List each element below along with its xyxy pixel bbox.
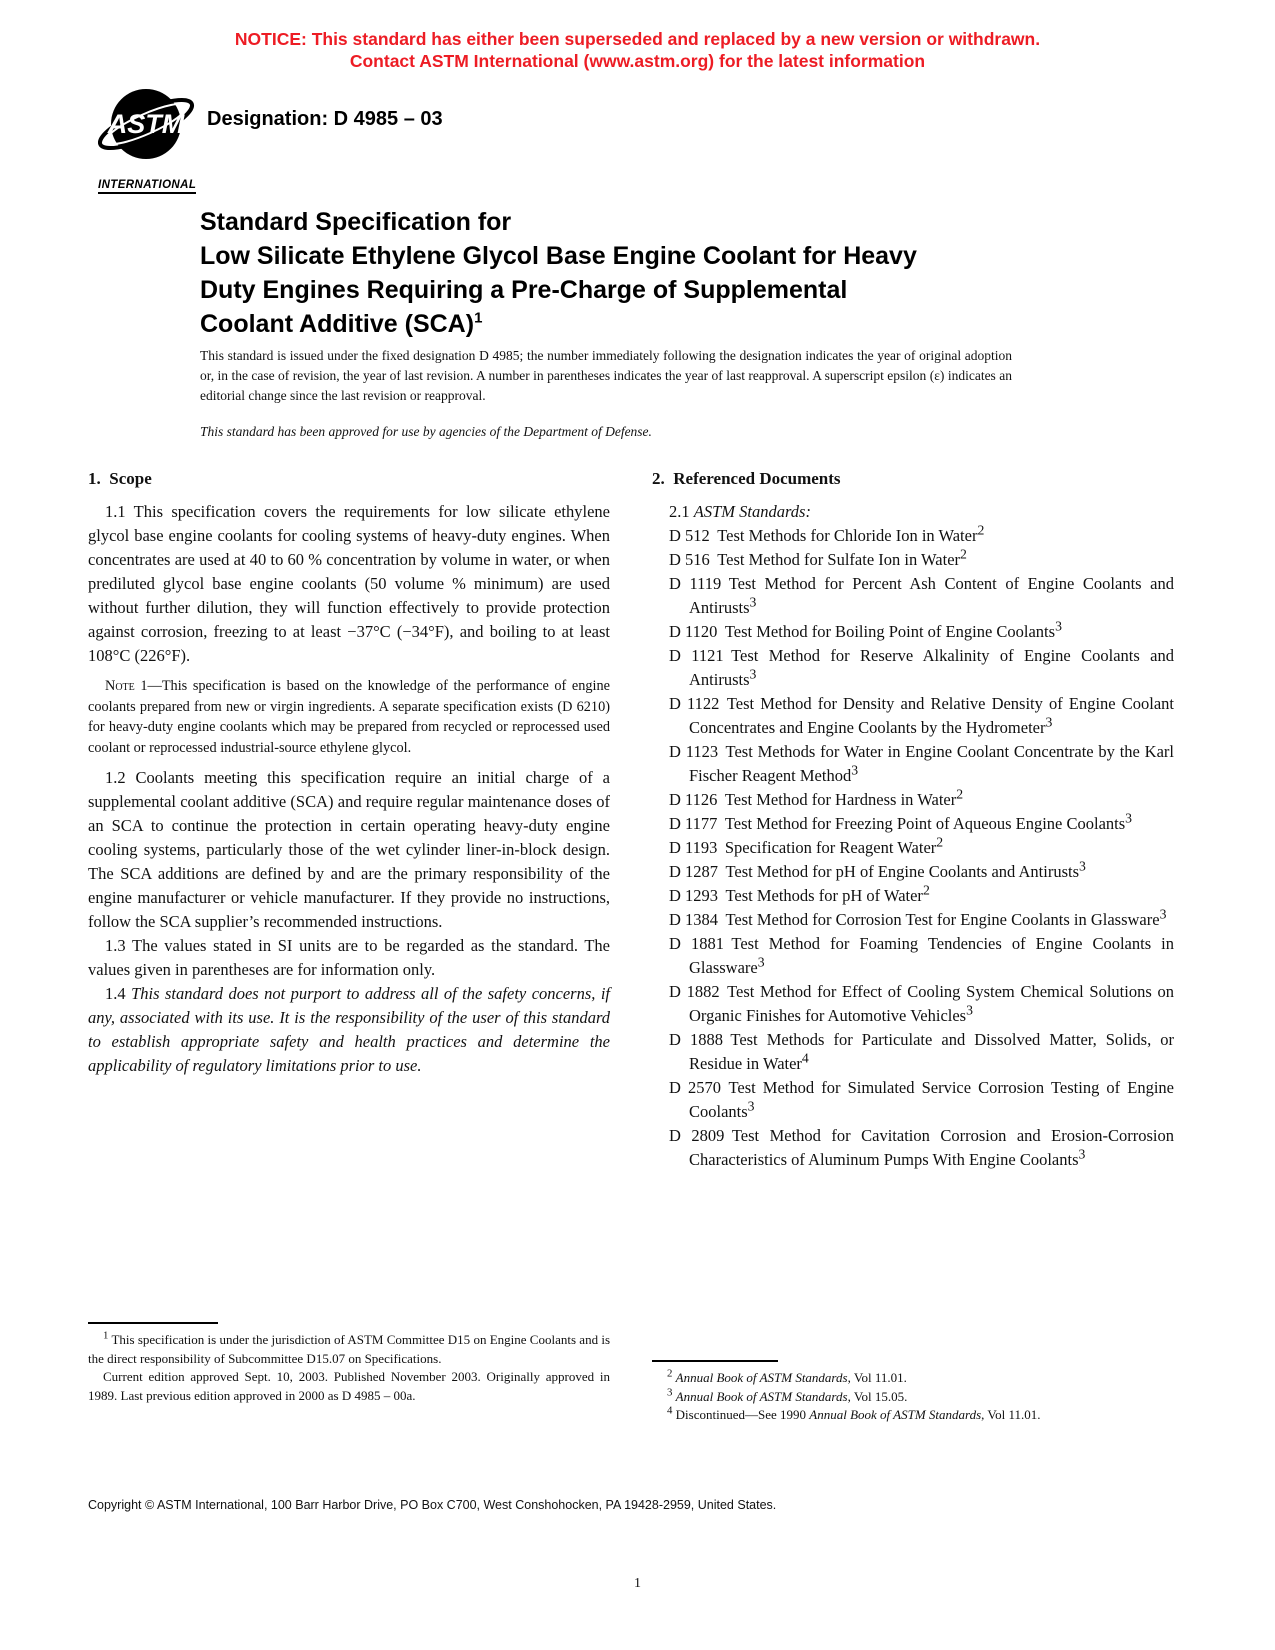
designation-label: Designation: D 4985 – 03 bbox=[207, 108, 443, 130]
title-line-4: Coolant Additive (SCA)$^1$ bbox=[200, 309, 483, 338]
reference-designation: D 1384 bbox=[669, 910, 719, 929]
reference-footnote-ref: 3 bbox=[757, 954, 765, 970]
astm-standards-subheading: 2.1 ASTM Standards: bbox=[669, 502, 811, 521]
scope-note-1 bbox=[88, 676, 610, 758]
footnote-1-paragraph-2: Current edition approved Sept. 10, 2003. Published November 2003. Originally approved in 1989. Last previous edition approved in 2000 as D 4985 – 00a. bbox=[88, 1369, 610, 1403]
reference-title: Test Method for pH of Engine Coolants and Antirusts bbox=[725, 862, 1080, 881]
footnote-3: $^3$ Annual Book of ASTM Standards, Vol 15.05. bbox=[667, 1386, 908, 1404]
reference-item bbox=[652, 740, 1174, 788]
reference-title: Test Method for Simulated Service Corrosion Testing of Engine Coolants bbox=[689, 1078, 1175, 1121]
reference-designation: D 1119 bbox=[669, 574, 722, 593]
reference-item bbox=[652, 1124, 1174, 1172]
reference-item bbox=[652, 572, 1174, 620]
reference-item bbox=[652, 548, 1174, 572]
reference-footnote-ref: 3 bbox=[966, 1002, 973, 1018]
footnote-rule-right bbox=[652, 1360, 778, 1362]
reference-title: Test Methods for pH of Water bbox=[725, 886, 923, 905]
reference-footnote-ref: 3 bbox=[1078, 1146, 1086, 1162]
title-line-3: Duty Engines Requiring a Pre-Charge of Supplemental bbox=[200, 276, 848, 304]
footnote-1 bbox=[88, 1331, 610, 1405]
page-number: 1 bbox=[634, 1576, 641, 1591]
footnote-ref: 2 bbox=[667, 1367, 673, 1380]
reference-item bbox=[652, 932, 1174, 980]
scope-section bbox=[88, 468, 610, 1078]
astm-logo-subtitle: INTERNATIONAL bbox=[98, 179, 196, 194]
copyright-line: Copyright © ASTM International, 100 Barr Harbor Drive, PO Box C700, West Conshohocken, PA 19428-2959, United States. bbox=[88, 1498, 777, 1512]
reference-title: Test Method for Density and Relative Density of Engine Coolant Concentrates and Engine Coolants by the Hydrometer bbox=[689, 694, 1174, 737]
reference-footnote-ref: 2 bbox=[977, 522, 985, 538]
scope-paragraph-1-4 bbox=[88, 982, 610, 1078]
footnote-ref: 3 bbox=[667, 1386, 673, 1399]
reference-item bbox=[652, 644, 1174, 692]
scope-paragraph-1-2: 1.2 Coolants meeting this specification require an initial charge of a supplemental coolant additive (SCA) and require regular maintenance doses of an SCA to continue the protection in certain operating heavy-duty engine cooling systems, particularly those of the wet cylinder liner-in-block design. The SCA additions are defined by and are the primary responsibility of the engine manufacturer or vehicle manufacturer. If they provide no instructions, follow the SCA supplier’s recommended instructions. bbox=[88, 768, 610, 931]
reference-item bbox=[652, 1028, 1174, 1076]
notice-line-2: Contact ASTM International (www.astm.org) for the latest information bbox=[349, 51, 926, 71]
reference-title: Test Method for Corrosion Test for Engine Coolants in Glassware bbox=[725, 910, 1160, 929]
reference-footnote-ref: 3 bbox=[1159, 906, 1167, 922]
reference-footnote-ref: 3 bbox=[749, 666, 757, 682]
reference-item bbox=[652, 836, 1174, 860]
reference-item bbox=[652, 908, 1174, 932]
astm-logo bbox=[98, 86, 208, 194]
reference-title: Specification for Reagent Water bbox=[724, 838, 937, 857]
reference-designation: D 1881 bbox=[669, 934, 724, 953]
reference-footnote-ref: 3 bbox=[747, 1098, 755, 1114]
title-line-2: Low Silicate Ethylene Glycol Base Engine Coolant for Heavy bbox=[200, 242, 917, 270]
reference-item bbox=[652, 692, 1174, 740]
reference-footnote-ref: 4 bbox=[801, 1050, 809, 1066]
reference-item bbox=[652, 884, 1174, 908]
reference-item bbox=[652, 788, 1174, 812]
standard-title bbox=[200, 205, 1040, 341]
reference-designation: D 1882 bbox=[669, 982, 720, 1001]
reference-title: Test Method for Reserve Alkalinity of Engine Coolants and Antirusts bbox=[689, 646, 1174, 689]
title-line-1: Standard Specification for bbox=[200, 208, 512, 236]
reference-title: Test Method for Foaming Tendencies of Engine Coolants in Glassware bbox=[689, 934, 1175, 977]
reference-designation: D 1120 bbox=[669, 622, 718, 641]
footnote-2: $^2$ Annual Book of ASTM Standards, Vol 11.01. bbox=[667, 1367, 907, 1385]
reference-footnote-ref: 3 bbox=[1125, 810, 1133, 826]
referenced-documents-section bbox=[652, 468, 1174, 1172]
note-label: Note 1— bbox=[105, 678, 162, 694]
title-footnote-ref: 1 bbox=[474, 309, 483, 327]
scope-heading: 1. Scope bbox=[88, 469, 152, 488]
paragraph-number: 1.4 bbox=[105, 984, 126, 1003]
reference-title: Test Method for Boiling Point of Engine Coolants bbox=[724, 622, 1056, 641]
footnote-ref: 1 bbox=[103, 1329, 109, 1342]
reference-designation: D 1287 bbox=[669, 862, 719, 881]
reference-footnote-ref: 3 bbox=[1055, 618, 1062, 634]
reference-item bbox=[652, 860, 1174, 884]
reference-designation: D 516 bbox=[669, 550, 710, 569]
dod-approval-note: This standard has been approved for use by agencies of the Department of Defense. bbox=[200, 424, 652, 439]
reference-designation: D 512 bbox=[669, 526, 710, 545]
reference-footnote-ref: 3 bbox=[851, 762, 859, 778]
reference-footnote-ref: 2 bbox=[956, 786, 964, 802]
reference-item bbox=[652, 812, 1174, 836]
footnote-rule-left bbox=[88, 1322, 218, 1324]
reference-designation: D 1122 bbox=[669, 694, 720, 713]
note-text: This specification is based on the knowledge of the performance of engine coolants prepared from new or virgin ingredients. A separate specification exists (D 6210) for heavy-duty engine coolants which may be prepared from recycled or reprocessed used coolant or reprocessed industrial-source ethylene glycol. bbox=[88, 678, 610, 756]
reference-item bbox=[652, 620, 1174, 644]
reference-title: Test Methods for Particulate and Dissolved Matter, Solids, or Residue in Water bbox=[689, 1030, 1174, 1073]
reference-footnote-ref: 3 bbox=[1045, 714, 1053, 730]
reference-item bbox=[652, 980, 1174, 1028]
reference-designation: D 1293 bbox=[669, 886, 719, 905]
reference-footnote-ref: 3 bbox=[749, 594, 757, 610]
svg-text:ASTM: ASTM bbox=[107, 109, 185, 139]
reference-footnote-ref: 3 bbox=[1079, 858, 1086, 874]
footnote-ref: 4 bbox=[667, 1404, 673, 1417]
reference-designation: D 1888 bbox=[669, 1030, 723, 1049]
reference-designation: D 2809 bbox=[669, 1126, 725, 1145]
scope-paragraph-1-1: 1.1 This specification covers the requirements for low silicate ethylene glycol base engine coolants for cooling systems of heavy-duty engines. When concentrates are used at 40 to 60 % concentration by volume in water, or when prediluted glycol base engine coolants (50 volume % minimum) are used without further dilution, they will function effectively to provide protection against corrosion, freezing to at least −37°C (−34°F), and boiling to at least 108°C (226°F). bbox=[88, 502, 610, 665]
reference-item bbox=[652, 1076, 1174, 1124]
reference-designation: D 2570 bbox=[669, 1078, 722, 1097]
reference-footnote-ref: 2 bbox=[960, 546, 967, 562]
reference-item bbox=[652, 524, 1174, 548]
reference-footnote-ref: 2 bbox=[922, 882, 930, 898]
reference-designation: D 1121 bbox=[669, 646, 724, 665]
reference-title: Test Methods for Water in Engine Coolant Concentrate by the Karl Fischer Reagent Method bbox=[689, 742, 1174, 785]
reference-title: Test Method for Freezing Point of Aqueous Engine Coolants bbox=[724, 814, 1126, 833]
astm-globe-icon bbox=[98, 86, 198, 170]
reference-designation: D 1177 bbox=[669, 814, 718, 833]
footnote-1-paragraph-1: $^1$ This specification is under the jurisdiction of ASTM Committee D15 on Engine Coolants and is the direct responsibility of Subcommittee D15.07 on Specifications. bbox=[88, 1329, 611, 1366]
paragraph-text: This standard does not purport to address all of the safety concerns, if any, associated with its use. It is the responsibility of the user of this standard to establish appropriate safety and health practices and determine the applicability of regulatory limitations prior to use. bbox=[88, 984, 610, 1075]
reference-title: Test Method for Effect of Cooling System Chemical Solutions on Organic Finishes for Automotive Vehicles bbox=[689, 982, 1174, 1025]
reference-title: Test Method for Cavitation Corrosion and Erosion-Corrosion Characteristics of Aluminum Pumps With Engine Coolants bbox=[689, 1126, 1175, 1169]
reference-title: Test Method for Percent Ash Content of Engine Coolants and Antirusts bbox=[689, 574, 1174, 617]
reference-footnote-ref: 2 bbox=[936, 834, 944, 850]
reference-footnotes bbox=[652, 1369, 1174, 1425]
reference-designation: D 1193 bbox=[669, 838, 718, 857]
issuance-note: This standard is issued under the fixed designation D 4985; the number immediately following the designation indicates the year of original adoption or, in the case of revision, the year of last revision. A number in parentheses indicates the year of last reapproval. A superscript epsilon (ε) indicates an editorial change since the last revision or reapproval. bbox=[200, 348, 1012, 403]
referenced-documents-heading: 2. Referenced Documents bbox=[652, 469, 841, 488]
reference-title: Test Method for Hardness in Water bbox=[724, 790, 957, 809]
reference-designation: D 1123 bbox=[669, 742, 719, 761]
scope-paragraph-1-3: 1.3 The values stated in SI units are to be regarded as the standard. The values given in parentheses are for information only. bbox=[88, 936, 610, 979]
reference-title: Test Methods for Chloride Ion in Water bbox=[717, 526, 978, 545]
supersession-notice bbox=[0, 28, 1275, 72]
footnote-4: $^4$ Discontinued—See 1990 Annual Book of ASTM Standards, Vol 11.01. bbox=[667, 1404, 1041, 1422]
reference-title: Test Method for Sulfate Ion in Water bbox=[717, 550, 961, 569]
notice-line-1: NOTICE: This standard has either been superseded and replaced by a new version or withdrawn. bbox=[234, 29, 1041, 49]
reference-designation: D 1126 bbox=[669, 790, 718, 809]
